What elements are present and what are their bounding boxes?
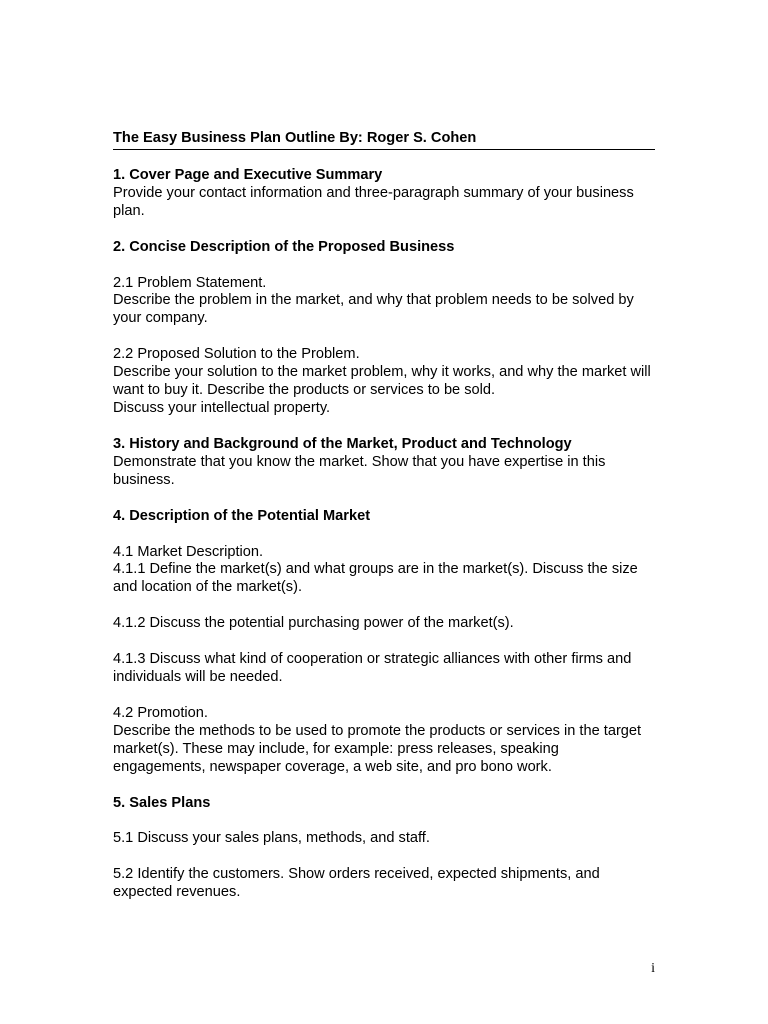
section-4-2-body: Describe the methods to be used to promote the products or services in the target market(s). These may include, for example: press releases, speaking engagements, newspaper coverage, a web site, and pro bono work.: [113, 722, 642, 775]
document-title: The Easy Business Plan Outline By: Roger S. Cohen: [113, 130, 655, 150]
spacer: [113, 418, 655, 436]
section-4-2-title: 4.2 Promotion.: [113, 704, 208, 721]
section-2-2-body: Describe your solution to the market problem, why it works, and why the market will want to buy it. Describe the products or services to be sold.: [113, 364, 651, 399]
section-2-2-ip: Discuss your intellectual property.: [113, 399, 331, 416]
section-5-heading: 5. Sales Plans: [113, 794, 211, 811]
spacer: [113, 597, 655, 615]
section-5-2: 5.2 Identify the customers. Show orders received, expected shipments, and expected revenues.: [113, 866, 600, 901]
spacer: [113, 633, 655, 651]
section-5-1: 5.1 Discuss your sales plans, methods, and staff.: [113, 830, 430, 847]
section-1-heading: 1. Cover Page and Executive Summary: [113, 166, 383, 183]
section-4-1-3: 4.1.3 Discuss what kind of cooperation or strategic alliances with other firms and individuals will be needed.: [113, 651, 632, 686]
section-3-heading: 3. History and Background of the Market, Product and Technology: [113, 435, 572, 452]
spacer: [113, 687, 655, 705]
section-4-1-2: 4.1.2 Discuss the potential purchasing power of the market(s).: [113, 615, 514, 632]
spacer: [113, 526, 655, 544]
document-page: [113, 130, 655, 902]
spacer: [113, 257, 655, 275]
section-2-2-title: 2.2 Proposed Solution to the Problem.: [113, 346, 360, 363]
section-2-1-title: 2.1 Problem Statement.: [113, 274, 267, 291]
section-3-body: Demonstrate that you know the market. Show that you have expertise in this business.: [113, 453, 606, 488]
section-1-body: Provide your contact information and three-paragraph summary of your business plan.: [113, 184, 634, 219]
section-2-heading: 2. Concise Description of the Proposed Business: [113, 238, 455, 255]
section-2-1-body: Describe the problem in the market, and why that problem needs to be solved by your company.: [113, 292, 634, 327]
spacer: [113, 777, 655, 795]
section-4-heading: 4. Description of the Potential Market: [113, 507, 371, 524]
spacer: [113, 221, 655, 239]
spacer: [113, 490, 655, 508]
spacer: [113, 848, 655, 866]
page-number: i: [651, 961, 655, 976]
spacer: [113, 812, 655, 830]
section-4-1-title: 4.1 Market Description.: [113, 543, 264, 560]
section-4-1-1: 4.1.1 Define the market(s) and what groups are in the market(s). Discuss the size and location of the market(s).: [113, 561, 638, 596]
spacer: [113, 328, 655, 346]
